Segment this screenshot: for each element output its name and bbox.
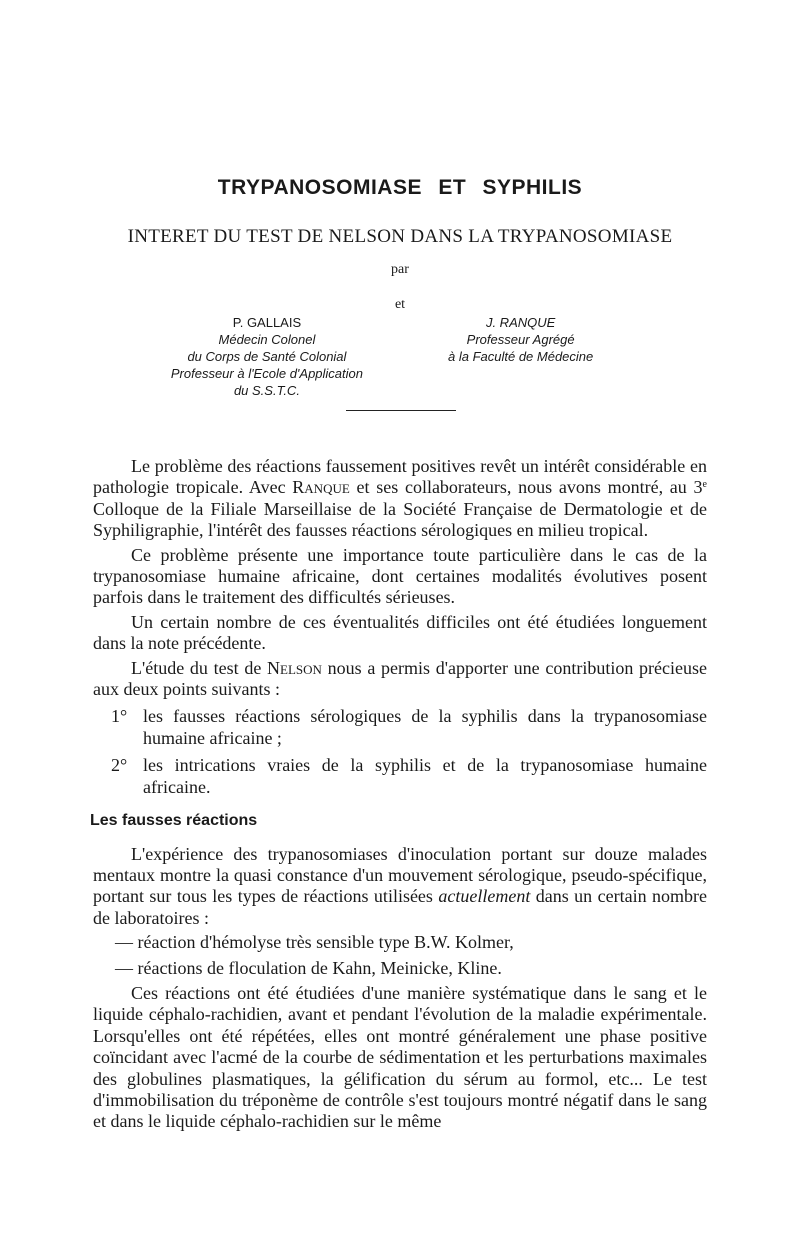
list-item-2: 2° les intrications vraies de la syphilis et de la trypanosomiase humaine africaine.: [111, 755, 707, 797]
et-label: et: [394, 297, 406, 312]
article-title: TRYPANOSOMIASE ET SYPHILIS: [217, 176, 583, 199]
author-left-name: P. GALLAIS: [232, 315, 302, 330]
author-right: [448, 314, 593, 365]
article-subtitle: INTERET DU TEST DE NELSON DANS LA TRYPANOSOMIASE: [127, 226, 673, 247]
section-heading: Les fausses réactions: [90, 812, 258, 830]
paragraph-3: Un certain nombre de ces éventualités difficiles ont été étudiées longuement dans la note précédente.: [93, 611, 707, 654]
paragraph-2: Ce problème présente une importance toute particulière dans le cas de la trypanosomiase humaine africaine, dont certaines modalités évolutives posent parfois dans le traitement des difficultés sérieuses.: [93, 544, 707, 608]
par-label: par: [391, 262, 409, 277]
author-left-corps: du Corps de Santé Colonial: [187, 349, 347, 364]
dash-item-2: — réactions de floculation de Kahn, Meinicke, Kline.: [115, 957, 502, 978]
list-item-1: 1° les fausses réactions sérologiques de la syphilis dans la trypanosomiase humaine africaine ;: [111, 706, 707, 748]
author-left: [171, 314, 363, 399]
author-left-title: Médecin Colonel: [218, 332, 316, 347]
paragraph-4: L'étude du test de Nelson nous a permis d'apporter une contribution précieuse aux deux points suivants :: [93, 657, 707, 700]
separator-rule: [346, 410, 456, 411]
author-right-faculty: à la Faculté de Médecine: [448, 349, 594, 364]
author-right-title: Professeur Agrégé: [466, 332, 575, 347]
author-ref-nelson: Nelson: [267, 657, 322, 678]
paragraph-1: Le problème des réactions faussement positives revêt un intérêt considérable en pathologie tropicale. Avec Ranque et ses collaborateurs, nous avons montré, au 3e Colloque de la Filiale Marseillaise de la Société Française de Dermatologie et de Syphiligraphie, l'intérêt des fausses réactions sérologiques en milieu tropical.: [93, 456, 707, 541]
author-ref-ranque: Ranque: [292, 477, 350, 498]
paragraph-6: Ces réactions ont été étudiées d'une manière systématique dans le sang et le liquide céphalo-rachidien, avant et pendant l'évolution de la maladie expérimentale. Lorsqu'elles ont été répétées, elles ont montré généralement une phase positive coïncidant avec l'acmé de la courbe de sédimentation et les perturbations maximales des globulines plasmatiques, la gélification du sérum au formol, etc... Le test d'immobilisation du tréponème de contrôle s'est toujours montré négatif dans le sang et dans le liquide céphalo-rachidien sur le même: [93, 982, 707, 1132]
article-body: [90, 456, 707, 1136]
dash-item-1: — réaction d'hémolyse très sensible type B.W. Kolmer,: [115, 932, 514, 953]
author-left-sstc: du S.S.T.C.: [233, 383, 300, 398]
paragraph-5: L'expérience des trypanosomiases d'inoculation portant sur douze malades mentaux montre la quasi constance d'un mouvement sérologique, pseudo-spécifique, portant sur tous les types de réactions utilisées actuellement dans un certain nombre de laboratoires :: [93, 843, 707, 928]
author-right-name: J. RANQUE: [485, 315, 556, 330]
author-left-school: Professeur à l'Ecole d'Application: [170, 366, 363, 381]
